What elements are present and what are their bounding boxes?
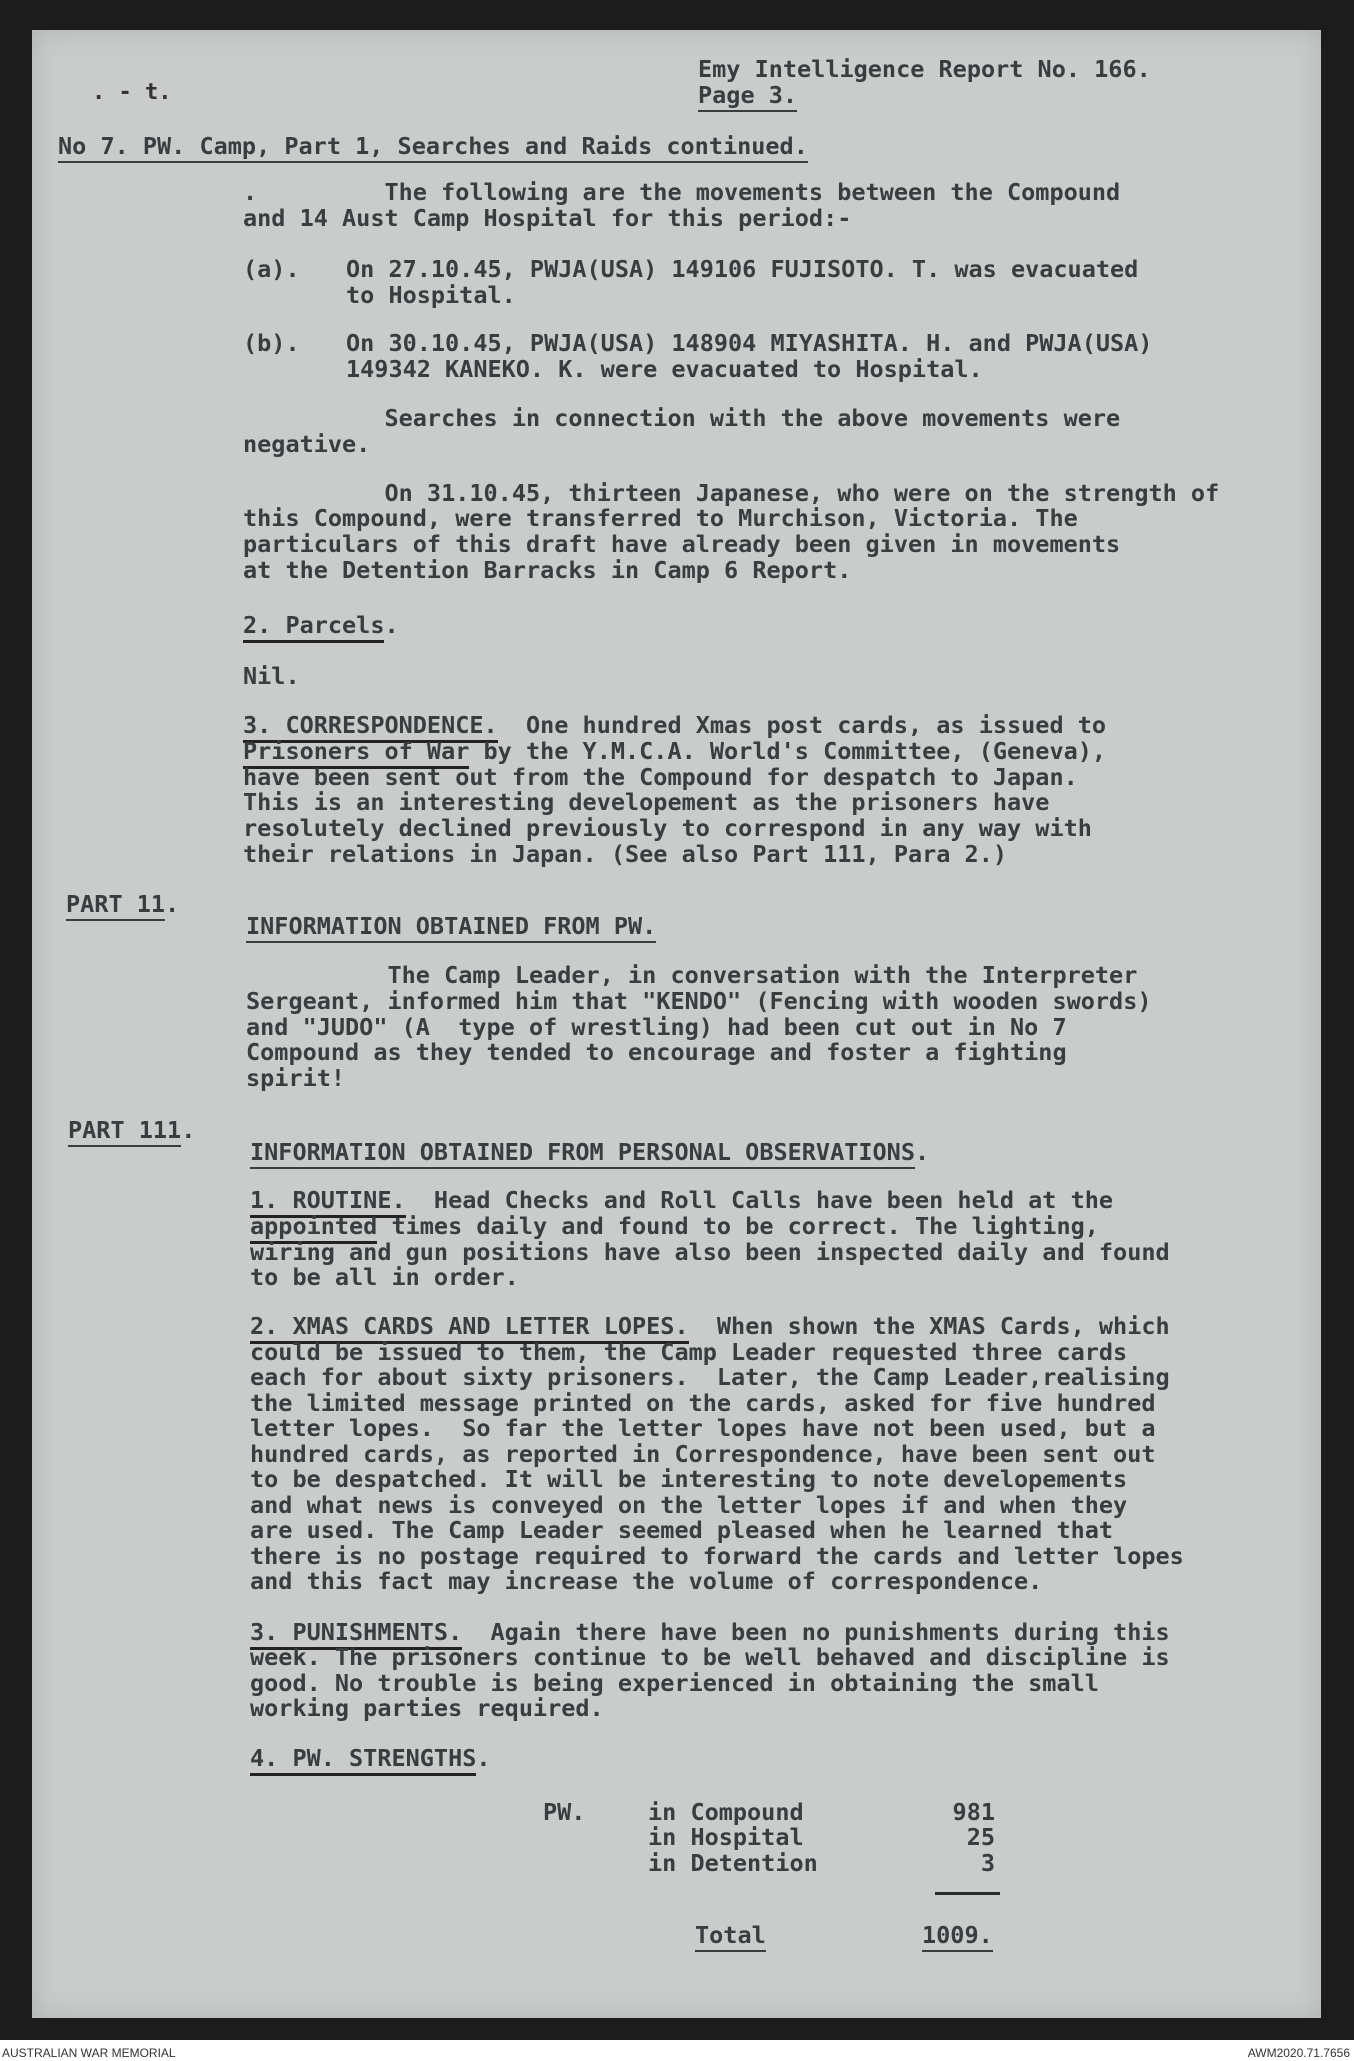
correspondence-line2: Prisoners of War by the Y.M.C.A. World's Committee, (Geneva),: [243, 739, 1106, 765]
correspondence-line5: resolutely declined previously to correspond in any way with: [243, 814, 1092, 842]
routine-line1: 1. ROUTINE. Head Checks and Roll Calls have been held at the: [250, 1188, 1113, 1214]
xmas-line4: the limited message printed on the cards, asked for five hundred: [250, 1389, 1156, 1417]
part2-line3: and "JUDO" (A type of wrestling) had been cut out in No 7: [246, 1013, 1067, 1041]
punishments-line1: 3. PUNISHMENTS. Again there have been no punishments during this: [250, 1620, 1170, 1646]
xmas-line9: are used. The Camp Leader seemed pleased when he learned that: [250, 1516, 1114, 1544]
xmas-line11: and this fact may increase the volume of correspondence.: [250, 1567, 1043, 1595]
item-a-line1: On 27.10.45, PWJA(USA) 149106 FUJISOTO. T. was evacuated: [346, 255, 1139, 283]
parcels-text: Nil.: [243, 662, 300, 690]
report-title: Emy Intelligence Report No. 166.: [698, 55, 1151, 83]
punishments-line2: week. The prisoners continue to be well behaved and discipline is: [250, 1643, 1170, 1671]
part2-line5: spirit!: [246, 1064, 346, 1092]
punishments-line3: good. No trouble is being experienced in obtaining the small: [250, 1669, 1099, 1697]
page-label: Page 3.: [698, 83, 797, 109]
parcels-heading: 2. Parcels.: [243, 613, 399, 639]
routine-line4: to be all in order.: [250, 1263, 519, 1291]
correspondence-line3: have been sent out from the Compound for despatch to Japan.: [243, 763, 1078, 791]
routine-line2: appointed times daily and found to be correct. The lighting,: [250, 1214, 1099, 1240]
correspondence-line4: This is an interesting developement as the prisoners have: [243, 788, 1050, 816]
routine-line3: wiring and gun positions have also been inspected daily and found: [250, 1238, 1170, 1266]
xmas-line8: and what news is conveyed on the letter lopes if and when they: [250, 1491, 1128, 1519]
total-value: 1009.: [922, 1923, 993, 1949]
movements-intro-line1: . The following are the movements between the Compound: [243, 178, 1121, 206]
searches-line1: Searches in connection with the above movements were: [243, 404, 1121, 432]
strength-row-value: 981: [952, 1798, 995, 1826]
xmas-line3: each for about sixty prisoners. Later, the Camp Leader,realising: [250, 1363, 1170, 1391]
strengths-heading: 4. PW. STRENGTHS.: [250, 1746, 491, 1772]
document-page: [32, 30, 1321, 2018]
correspondence-line1: 3. CORRESPONDENCE. One hundred Xmas post cards, as issued to: [243, 713, 1106, 739]
xmas-line2: could be issued to them, the Camp Leader requested three cards: [250, 1338, 1128, 1366]
item-b-line1: On 30.10.45, PWJA(USA) 148904 MIYASHITA. H. and PWJA(USA): [346, 329, 1153, 357]
part2-line4: Compound as they tended to encourage and foster a fighting: [246, 1038, 1067, 1066]
section-title: No 7. PW. Camp, Part 1, Searches and Raids continued.: [58, 134, 808, 160]
total-label: Total: [695, 1923, 766, 1949]
strength-row-label: in Detention: [648, 1849, 818, 1877]
part2-line2: Sergeant, informed him that "KENDO" (Fencing with wooden swords): [246, 987, 1152, 1015]
part2-line1: The Camp Leader, in conversation with the Interpreter: [246, 961, 1138, 989]
item-a-label: (a).: [243, 255, 300, 283]
punishments-line4: working parties required.: [250, 1694, 604, 1722]
strength-row-value: 3: [980, 1849, 995, 1877]
item-b-line2: 149342 KANEKO. K. were evacuated to Hospital.: [346, 355, 983, 383]
part2-heading: INFORMATION OBTAINED FROM PW.: [246, 914, 656, 940]
item-b-label: (b).: [243, 329, 300, 357]
transfer-line4: at the Detention Barracks in Camp 6 Report.: [243, 556, 852, 584]
transfer-line2: this Compound, were transferred to Murchison, Victoria. The: [243, 504, 1078, 532]
strength-row-label: in Hospital: [648, 1823, 804, 1851]
movements-intro-line2: and 14 Aust Camp Hospital for this period:-: [243, 204, 852, 232]
total-rule: [935, 1892, 1000, 1895]
strengths-prefix: PW.: [543, 1798, 586, 1826]
correspondence-line6: their relations in Japan. (See also Part 111, Para 2.): [243, 840, 1008, 868]
item-a-line2: to Hospital.: [346, 281, 516, 309]
searches-line2: negative.: [243, 430, 371, 458]
strength-row-value: 25: [966, 1823, 995, 1851]
xmas-line5: letter lopes. So far the letter lopes have not been used, but a: [250, 1414, 1156, 1442]
footer-institution: AUSTRALIAN WAR MEMORIAL: [2, 2046, 176, 2060]
part3-heading: INFORMATION OBTAINED FROM PERSONAL OBSERVATIONS.: [250, 1140, 929, 1166]
strength-row-label: in Compound: [648, 1798, 804, 1826]
transfer-line1: On 31.10.45, thirteen Japanese, who were on the strength of: [243, 479, 1220, 507]
xmas-line1: 2. XMAS CARDS AND LETTER LOPES. When shown the XMAS Cards, which: [250, 1314, 1170, 1340]
transfer-line3: particulars of this draft have already been given in movements: [243, 530, 1121, 558]
xmas-line10: there is no postage required to forward the cards and letter lopes: [250, 1542, 1184, 1570]
part3-label: PART 111.: [68, 1118, 195, 1144]
xmas-line6: hundred cards, as reported in Correspondence, have been sent out: [250, 1440, 1156, 1468]
footer-accession: AWM2020.71.7656: [1247, 2046, 1350, 2060]
part2-label: PART 11.: [66, 892, 179, 918]
xmas-line7: to be despatched. It will be interesting to note developements: [250, 1465, 1128, 1493]
corner-marks: . - t.: [92, 80, 172, 105]
